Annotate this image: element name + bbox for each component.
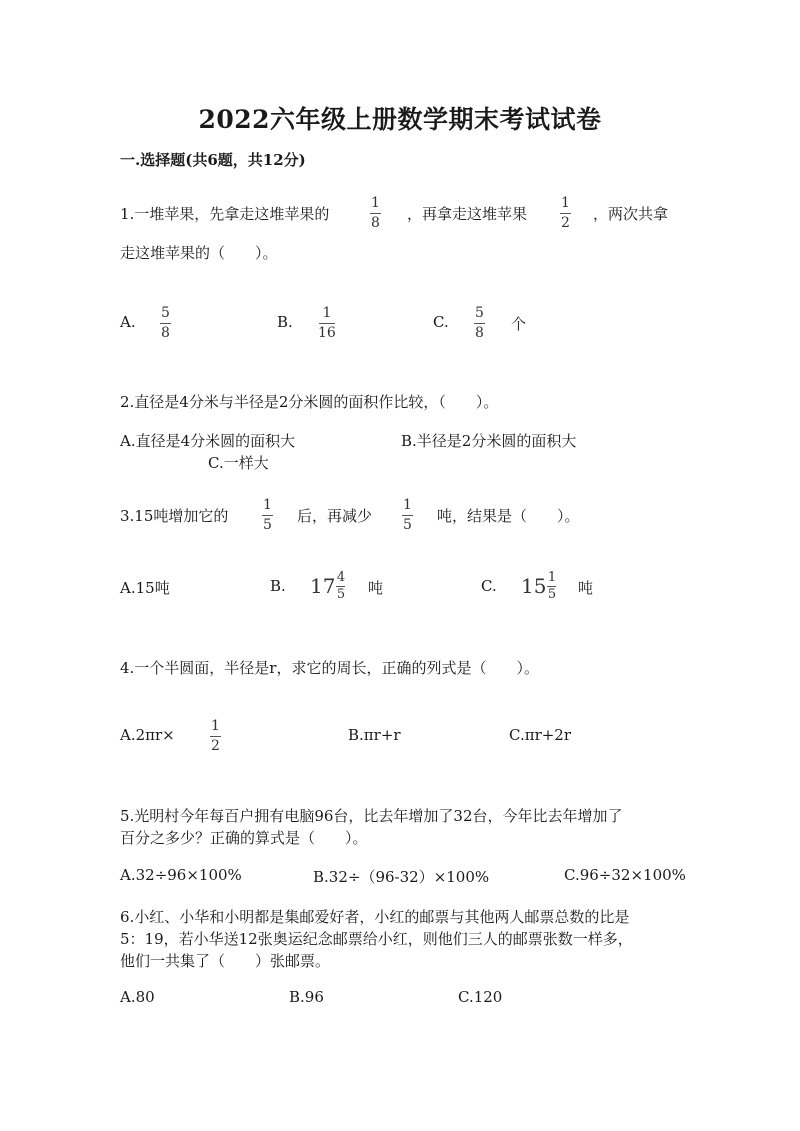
- q6-text-line2: 5：19，若小华送12张奥运纪念邮票给小红，则他们三人的邮票张数一样多，: [120, 930, 633, 948]
- q3-fraction-2: [402, 498, 413, 532]
- q6-text-line3: 他们一共集了（ ）张邮票。: [120, 952, 331, 970]
- q1-text-part2: ，再拿走这堆苹果: [407, 205, 528, 223]
- q5-option-a[interactable]: A.32÷96×100%: [120, 866, 242, 884]
- q1-text-part3: ，两次共拿: [593, 205, 669, 223]
- q3-frac1-den: 5: [263, 517, 272, 533]
- q3-frac2-num: 1: [403, 497, 412, 513]
- q1-frac2-den: 2: [561, 215, 570, 231]
- q6-text-line1: 6.小红、小华和小明都是集邮爱好者，小红的邮票与其他两人邮票总数的比是: [120, 908, 630, 926]
- q1-option-b-label[interactable]: B.: [277, 313, 293, 331]
- q4-option-a[interactable]: A.2πr×: [120, 726, 175, 744]
- q1-optB-den: 16: [318, 325, 336, 341]
- q3-optB-num: 4: [336, 570, 346, 585]
- q4-text: 4.一个半圆面，半径是r，求它的周长，正确的列式是（ ）。: [120, 659, 539, 677]
- q3-option-b-label[interactable]: B.: [270, 577, 286, 595]
- q6-option-c[interactable]: C.120: [458, 988, 503, 1006]
- q6-option-a[interactable]: A.80: [120, 988, 155, 1006]
- q3-optB-whole: 17: [310, 574, 336, 598]
- q1-text-line2: 走这堆苹果的（ ）。: [120, 244, 278, 262]
- q3-optB-den: 5: [336, 587, 346, 602]
- q3-text-part3: 吨，结果是（ ）。: [437, 507, 580, 525]
- q1-frac1-num: 1: [371, 195, 380, 211]
- q1-optC-num: 5: [475, 305, 484, 321]
- q1-optC-den: 8: [475, 325, 484, 341]
- q3-option-c-unit: 吨: [578, 579, 594, 597]
- q4-option-b[interactable]: B.πr+r: [348, 726, 401, 744]
- q1-option-b-fraction: [318, 306, 336, 340]
- q3-frac1-num: 1: [263, 497, 272, 513]
- q3-text-part1: 3.15吨增加它的: [120, 507, 229, 525]
- q1-optB-num: 1: [322, 305, 332, 321]
- q5-option-c[interactable]: C.96÷32×100%: [564, 866, 686, 884]
- q1-option-c-fraction: [474, 306, 485, 340]
- q1-frac1-den: 8: [371, 215, 380, 231]
- q3-text-part2: 后，再减少: [297, 507, 373, 525]
- q1-optA-num: 5: [161, 305, 170, 321]
- q2-option-b[interactable]: B.半径是2分米圆的面积大: [401, 432, 577, 450]
- q3-option-c-mixed-number: [521, 571, 556, 601]
- q1-frac2-num: 1: [561, 195, 570, 211]
- q2-option-c[interactable]: C.一样大: [208, 454, 269, 472]
- q3-option-c-label[interactable]: C.: [481, 577, 497, 595]
- q6-option-b[interactable]: B.96: [289, 988, 324, 1006]
- page-title: 2022六年级上册数学期末考试试卷: [198, 105, 602, 134]
- q3-frac2-den: 5: [403, 517, 412, 533]
- q2-option-a[interactable]: A.直径是4分米圆的面积大: [120, 432, 296, 450]
- q1-fraction-1: [370, 196, 381, 230]
- q1-option-c-suffix: 个: [511, 315, 527, 333]
- q1-option-a-fraction: [160, 306, 171, 340]
- q5-text-line2: 百分之多少？正确的算式是（ ）。: [120, 829, 368, 847]
- q3-option-b-unit: 吨: [368, 579, 384, 597]
- q1-option-c-label[interactable]: C.: [433, 313, 449, 331]
- q4-option-c[interactable]: C.πr+2r: [509, 726, 572, 744]
- q4-option-a-fraction: [210, 719, 221, 753]
- q1-option-a-label[interactable]: A.: [120, 313, 136, 331]
- q4-optA-den: 2: [211, 738, 220, 754]
- q1-text-part1: 1.一堆苹果，先拿走这堆苹果的: [120, 205, 330, 223]
- q3-fraction-1: [262, 498, 273, 532]
- q2-text: 2.直径是4分米与半径是2分米圆的面积作比较，（ ）。: [120, 393, 499, 411]
- q3-option-a[interactable]: A.15吨: [120, 579, 170, 597]
- q1-optA-den: 8: [161, 325, 170, 341]
- q5-option-b[interactable]: B.32÷（96-32）×100%: [313, 868, 490, 886]
- q3-optC-den: 5: [547, 587, 557, 602]
- q5-text-line1: 5.光明村今年每百户拥有电脑96台，比去年增加了32台，今年比去年增加了: [120, 807, 623, 825]
- q3-optC-whole: 15: [521, 574, 547, 598]
- q3-optC-num: 1: [547, 570, 557, 585]
- q3-option-b-mixed-number: [310, 571, 345, 601]
- q1-fraction-2: [560, 196, 571, 230]
- q4-optA-num: 1: [211, 718, 220, 734]
- section-heading: 一.选择题(共6题，共12分): [120, 151, 306, 169]
